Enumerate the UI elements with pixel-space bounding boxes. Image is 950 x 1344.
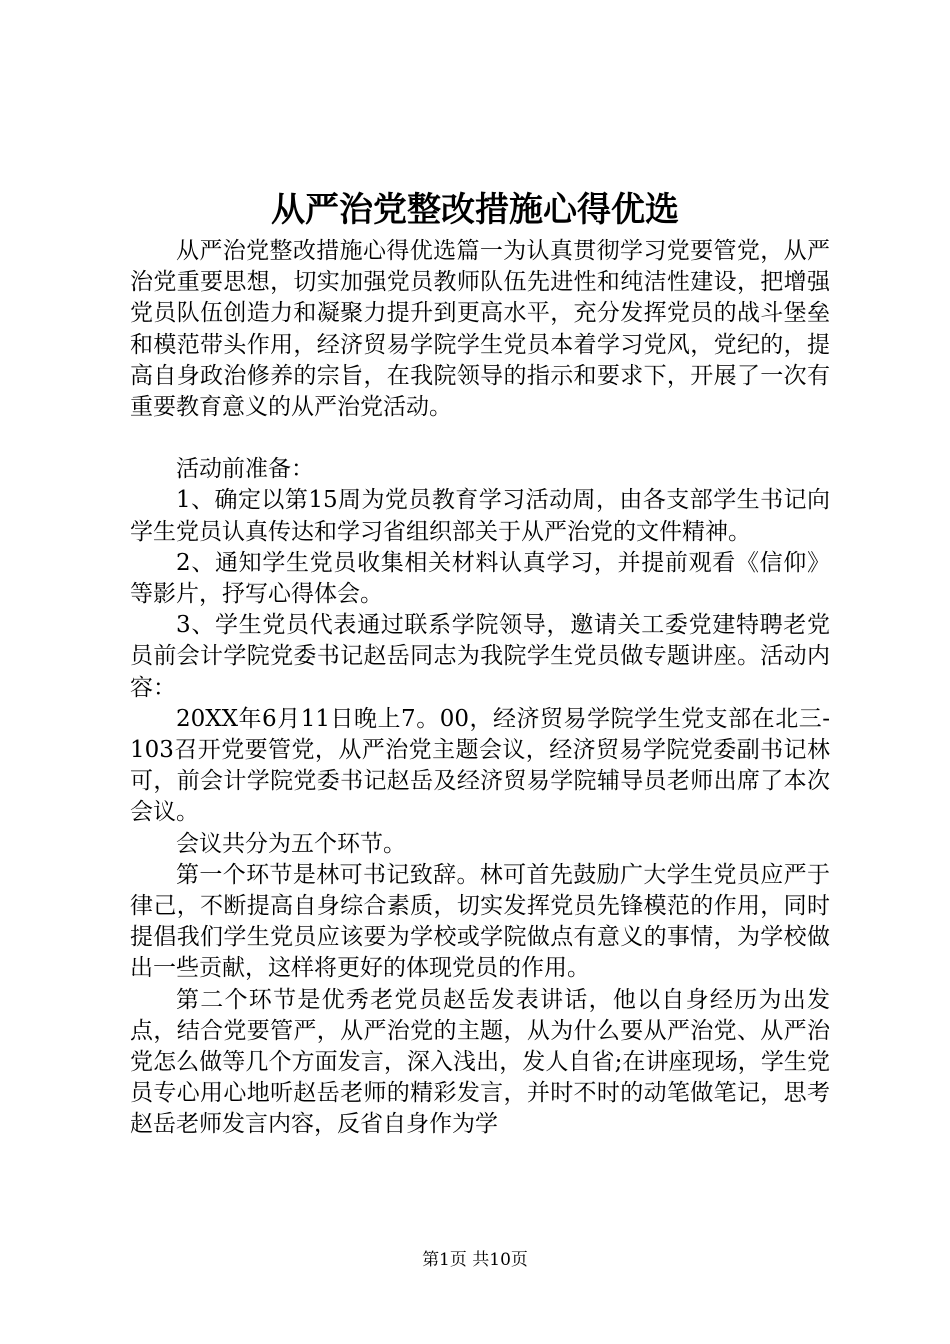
paragraph-sections: 会议共分为五个环节。 xyxy=(176,830,406,857)
paragraph-step-2: 2、通知学生党员收集相关材料认真学习，并提前观看《信仰》等影片，抒写心得体会。 xyxy=(130,549,830,608)
paragraph-preparation-heading: 活动前准备： xyxy=(176,456,314,483)
document-body xyxy=(130,236,830,1141)
paragraph-step-3: 3、学生党员代表通过联系学院领导，邀请关工委党建特聘老党员前会计学院党委书记赵岳同志为我院学生党员做专题讲座。活动内容： xyxy=(130,612,830,701)
paragraph-step-1: 1、确定以第15周为党员教育学习活动周，由各支部学生书记向学生党员认真传达和学习省组织部关于从严治党的文件精神。 xyxy=(130,487,830,545)
paragraph-section-1: 第一个环节是林可书记致辞。林可首先鼓励广大学生党员应严于律己，不断提高自身综合素质，切实发挥党员先锋模范的作用，同时提倡我们学生党员应该要为学校或学院做点有意义的事情，为学校做出一些贡献，这样将更好的体现党员的作用。 xyxy=(130,861,830,982)
paragraph-section-2: 第二个环节是优秀老党员赵岳发表讲话，他以自身经历为出发点，结合党要管严，从严治党的主题，从为什么要从严治党、从严治党怎么做等几个方面发言，深入浅出，发人自省;在讲座现场，学生党员专心用心地听赵岳老师的精彩发言，并时不时的动笔做笔记，思考赵岳老师发言内容，反省自身作为学 xyxy=(130,986,830,1138)
page-number: 第1页 共10页 xyxy=(422,1250,528,1270)
paragraph-meeting: 20XX年6月11日晚上7。00，经济贸易学院学生党支部在北三-103召开党要管党，从严治党主题会议，经济贸易学院党委副书记林可，前会计学院党委书记赵岳及经济贸易学院辅导员老师出席了本次会议。 xyxy=(130,705,830,826)
paragraph-intro: 从严治党整改措施心得优选篇一为认真贯彻学习党要管党，从严治党重要思想，切实加强党员教师队伍先进性和纯洁性建设，把增强党员队伍创造力和凝聚力提升到更高水平，充分发挥党员的战斗堡垒和模范带头作用，经济贸易学院学生党员本着学习党风，党纪的，提高自身政治修养的宗旨，在我院领导的指示和要求下，开展了一次有重要教育意义的从严治党活动。 xyxy=(130,238,830,421)
page-title: 从严治党整改措施心得优选 xyxy=(271,190,679,230)
